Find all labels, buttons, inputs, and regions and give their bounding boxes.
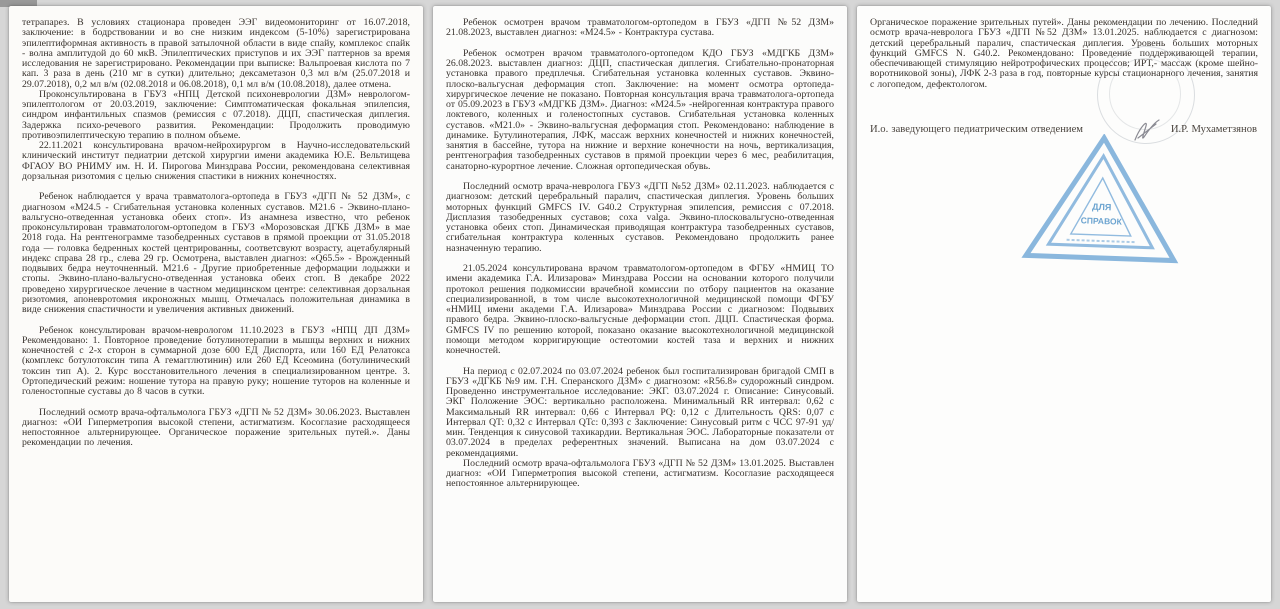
page-right (857, 6, 1271, 602)
paragraph: На период с 02.07.2024 по 03.07.2024 ребенок был госпитализирован бригадой СМП в ГБУЗ «ДГКБ №9 им. Г.Н. Сперанского ДЗМ» с диагнозом: «R56.8» судорожный синдром. Проведенно инструментальное исследование: ЭКГ. 03.07.2024 г. Описание: Синусовый. ЭКГ Положение ЭОС: вертикально расположена. Минимальный RR интервал: 0,62 с Максимальный RR интервал: 0,66 с Интервал PQ: 0,12 с Длительность QRS: 0,07 с Интервал QT: 0,32 с Интервал QTc: 0,393 с Заключение: Синусовый ритм с ЧСС 97-91 уд/мин. Тенденция к синусовой тахикардии. Вертикальная ЭОС. Лабораторные показатели от 03.07.2024 в пределах референтных значений. Выписана на дом 03.07.2024 с рекомендациями. (446, 365, 834, 459)
paragraph: Ребенок осмотрен врачом травматологом-ортопедом в ГБУЗ «ДГП №52 ДЗМ» 21.08.2023, выставлен диагноз: «М24.5» - Контрактура сустава. (446, 17, 834, 39)
paragraph: тетрапарез. В условиях стационара проведен ЭЭГ видеомониторинг от 16.07.2018, заключение: в бодрствовании и во сне низким индексом (5-10%) зарегистрирована эпилептиформная активность в правой затылочной области в виде спайу, комплекос спайк - волна амплитудой до 60 мкВ. Эпилептических приступов и их ЭЭГ паттернов за время исследования не зарегистрировано. Рекомендации при выписке: Вальпроевая кислота по 7 кап. 3 раза в день (210 мг в сутки) длительно; дексаметазон 0,3 мл в/м (25.07.2018 и 29.07.2018), 0,2 мл в/м (02.08.2018 и 06.08.2018), 0,1 мл в/м (10.08.2018), далее отмена. (22, 17, 410, 90)
stamp-text-line2: СПРАВОК (1080, 215, 1122, 227)
paragraph: Ребенок осмотрен врачом травматолого-ортопедом КДО ГБУЗ «МДГКБ ДЗМ» 26.08.2023. выставлен диагноз: ДЦП, спастическая диплегия. Сгибательно-пронаторная установка правого предплечья. Сгибательная установка коленных суставов. Эквино-плоско-вальгусная деформация стоп. Заключение: на момент осмотра ортопеда- хирургическое лечение не показано. Повторная консультация врача травматолога-ортопеда от 05.09.2023 в ГБУЗ «МДГКБ ДЗМ». Диагноз: «М24.5» -нейрогенная контрактура правого локтевого, коленных и голеностопных суставов. Сгибательная установка коленных суставов. «М21.0» - Эквино-вальгусная деформация стоп. Рекомендовано: наблюдение в динамике. Бутулинотерапия, ЛФК, массаж верхних конечностей и нижних конечностей, занятия в бассейне, тутора на нижние и верхние конечности на ночь, вертикализация, рентгенография тазобедренных суставов в прямой проекции через 6 мес, реабилитация, санаторно-курортное лечение. Сложная ортопедическая обувь. (446, 47, 834, 172)
paragraph: Ребенок консультирован врачом-неврологом 11.10.2023 в ГБУЗ «НПЦ ДП ДЗМ» Рекомендовано: 1. Повторное проведение ботулинотерапии в мышцы верхних и нижних конечностей с 2-х сторон в суммарной дозе 600 ЕД Диспорта, или 160 ЕД Релатокса (комплекс ботулотоксин типа А гемагглютинин) или 260 ЕД Ксеомина (ботулинический токсин тип А). 2. Курс восстановительного лечения в специализированном центре. 3. Ортопедический режим: ношение тутора на правую руку; ношение туторов на коленные и голеностопные суставы до 8 часов в сутки. (22, 324, 410, 397)
signature-role: И.о. заведующего педиатрическим отведением (870, 123, 1084, 135)
signature-row (870, 117, 1258, 143)
paragraph: 21.05.2024 консультирована врачом травматологом-ортопедом в ФГБУ «НМИЦ ТО имени академика Г.А. Илизарова» Минздрава России на основании которого получили протокол решения подкомиссии врачебной комиссии по отбору пациентов на оказание специализированной, в том числе высокотехнологичной медицинской помощи ФГБУ «НМИЦ имени академи Г.А. Илизарова» Минздрава России с диагнозом: Подвывих правого бедра. Эквино-плоско-вальгусные деформации стоп. ДЦП. Спастическая форма. GMFCS IV по решению которой, показано оказание высокотехнологичной медицинской помощи методом корригирующие остеотомии костей таза и верхних и нижних конечностей. (446, 263, 834, 356)
paragraph: Последний осмотр врача-офтальмолога ГБУЗ «ДГП № 52 ДЗМ» 13.01.2025. Выставлен диагноз: «ОИ Гиперметропия высокой степени, астигматизм. Косоглазие расходящееся непостоянное альтернирующее. (446, 457, 834, 490)
paragraph: Органическое поражение зрительных путей». Даны рекомендации по лечению. Последний осмотр врача-невролога ГБУЗ «ДГП №52 ДЗМ» 13.01.2025. наблюдается с диагнозом: детский церебральный паралич, спастическая диплегия. Уровень больших моторных функций GMFCS N. G40.2. Рекомендовано: Проведение поддерживающей терапии, обеспечивающей стимуляцию нейротрофических процессов; ИРТ,- массаж (кроме шейно-воротниковой зоны), ЛФК 2-3 раза в год, повторные курсы стационарного лечения, занятия с логопедом, дефектологом. (870, 17, 1258, 90)
paragraph: Последний осмотр врача-офтальмолога ГБУЗ «ДГП № 52 ДЗМ» 30.06.2023. Выставлен диагноз: «ОИ Гиперметропия высокой степени, астигматизм. Косоглазие расходящееся непостоянное альтернирующее. Органическое поражение зрительных путей.». Даны рекомендации по лечения. (22, 406, 410, 449)
paragraph: Ребенок наблюдается у врача травматолога-ортопеда в ГБУЗ «ДГП № 52 ДЗМ», с диагнозом «М24.5 - Сгибательная установка коленных суставов. М21.6 - Эквино-плано-вальгусно-отведенная установка обеих стоп». Из анамнеза известно, что ребенок проконсультирован травматологом-ортопедом в ГБУЗ «Морозовская ДГКБ ДЗМ» в мае 2018 года. На рентгенограмме тазобедренных суставов в прямой проекции от 31.05.2018 года — головка бедренных костей центрированны, соответсвуют возрасту, ацетабулярный индекс справа 28 гр., слева 29 гр. Осмотрена, выставлен диагноз: «Q65.5» - Врожденный подвывих бедра неуточненный. М21.6 - Другие приобретенные деформации лодыжки и стопы. Эквино-плано-вальгусно-отведенная установка обеих стоп. В декабре 2022 проведено хирургическое лечение в частном медицинском центре: селективная дорзальная ризотомия, апоневротомия икроножных мышц. Отмечалась положительная динамика в виде снижения спастичности и увеличения активных движений. (22, 191, 410, 315)
paragraph: 22.11.2021 консультирована врачом-нейрохирургом в Научно-исследовательский клинический институт педиатрии детской хирургии имени академика Ю.Е. Вельтищева ФГАОУ ВО РНИМУ им. Н. И. Пирогова Минздрава России, рекомендована селективная дорзальная ризотомия с целью снижения спастики в нижних конечностях. (22, 140, 410, 182)
signature-name: И.Р. Мухаметзянов (1170, 123, 1257, 135)
handwritten-signature-icon (1132, 117, 1162, 143)
paragraph: Проконсультирована в ГБУЗ «НПЦ Детской психоневрологии ДЗМ» неврологом- эпилептологом от 20.03.2019, заключение: Симптоматическая фокальная эпилепсия, синдром инфантильных спазмов (ремиссия с 07.2018). ДЦП, спастическая диплегия. Задержка психо-речевого развития. Рекомендации: Продолжить проводимую противоэпилептическую терапию в полном объеме. (22, 88, 410, 141)
page-left (9, 6, 423, 602)
page-middle (433, 6, 847, 602)
paragraph: Последний осмотр врача-невролога ГБУЗ «ДГП №52 ДЗМ» 02.11.2023. наблюдается с диагнозом: детский церебральный паралич, спастическая диплегия. Уровень больших моторных функций GMFCS IV. G40.2 Структурная эпилепсия, ремиссия с 07.2018. Дисплазия тазобедренных суставов; coxa valga. Эквино-плосковальгусно-отведенная установка обеих стоп. Динамическая приводящая контрактура тазобедренных суставов, сгибательная контрактура коленных суставов. Рекомендовано продолжить ранее назначенную терапию. (446, 181, 834, 254)
triangle-stamp (1020, 131, 1185, 269)
stamp-text-line1: ДЛЯ (1091, 201, 1112, 213)
